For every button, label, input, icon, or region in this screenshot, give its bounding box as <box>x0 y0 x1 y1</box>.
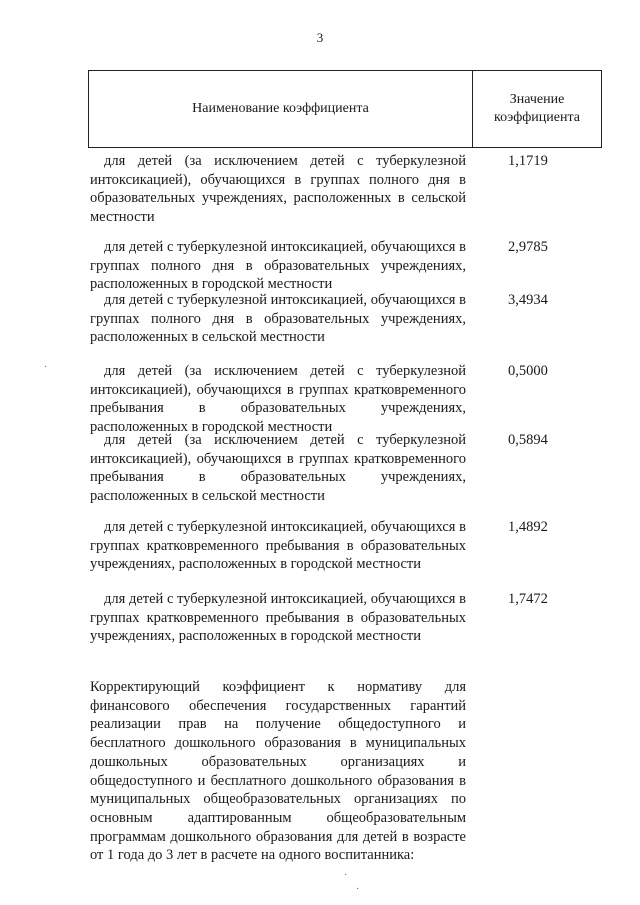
column-header-name: Наименование коэффициента <box>89 71 473 147</box>
column-header-value <box>473 71 601 147</box>
page-number: 3 <box>316 30 324 45</box>
row-description: для детей с туберкулезной интоксикацией, обучающихся в группах полного дня в образовательных учреждениях, расположенных в сельской местности <box>90 292 466 346</box>
scan-speck: · <box>356 884 360 895</box>
table-header <box>88 70 602 148</box>
row-value: 0,5894 <box>508 432 548 448</box>
row-description: для детей (за исключением детей с туберкулезной интоксикацией), обучающихся в группах кратковременного пребывания в образовательных учреждениях, расположенных в городской местности <box>90 363 466 436</box>
row-description: для детей (за исключением детей с туберкулезной интоксикацией), обучающихся в группах кратковременного пребывания в образовательных учреждениях, расположенных в сельской местности <box>90 432 466 505</box>
column-header-value-text: Значение коэффициента <box>494 92 580 125</box>
row-value: 3,4934 <box>508 292 548 308</box>
footer-paragraph: Корректирующий коэффициент к нормативу для финансового обеспечения государственных гарантий реализации прав на получение общедоступного и бесплатного дошкольного образования в муниципальных дошкольных образовательных организациях и общедоступного и бесплатного дошкольного образования в муниципальных общеобразовательных организациях по основным адаптированным общеобразовательным программам дошкольного образования для детей в возрасте от 1 года до 3 лет в расчете на одного воспитанника: <box>90 679 466 864</box>
row-description: для детей (за исключением детей с туберкулезной интоксикацией), обучающихся в группах полного дня в образовательных учреждениях, расположенных в сельской местности <box>90 153 466 226</box>
row-value: 1,7472 <box>508 591 548 607</box>
row-value: 2,9785 <box>508 239 548 255</box>
row-description: для детей с туберкулезной интоксикацией, обучающихся в группах кратковременного пребывания в образовательных учреждениях, расположенных в городской местности <box>90 591 466 645</box>
scan-speck: · <box>44 362 48 373</box>
row-value: 1,4892 <box>508 519 548 535</box>
row-value: 0,5000 <box>508 363 548 379</box>
row-description: для детей с туберкулезной интоксикацией, обучающихся в группах кратковременного пребывания в образовательных учреждениях, расположенных в городской местности <box>90 519 466 573</box>
row-value: 1,1719 <box>508 153 548 169</box>
row-description: для детей с туберкулезной интоксикацией, обучающихся в группах полного дня в образовательных учреждениях, расположенных в городской местности <box>90 239 466 293</box>
scan-speck: · <box>344 870 348 881</box>
